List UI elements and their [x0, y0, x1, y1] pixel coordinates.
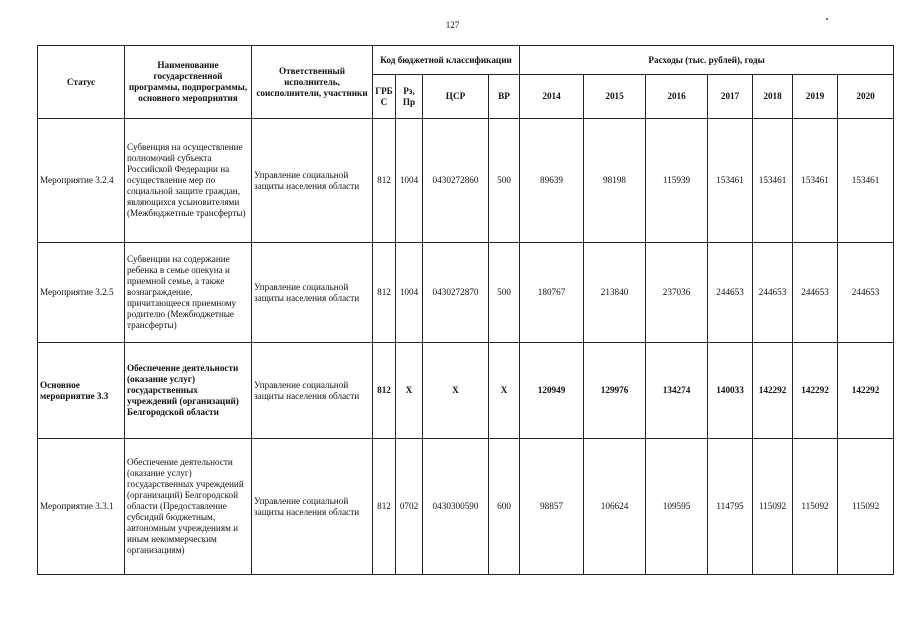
row-executor: Управление социальной защиты населения области	[252, 243, 373, 343]
header-budget-code: Код бюджетной классификации	[373, 46, 520, 75]
row-name: Субвенция на осуществление полномочий субъекта Российской Федерации на осуществление мер по социальной защите граждан, являющихся усыновителями (Межбюджетные трансферты)	[125, 119, 252, 243]
row-value: 237036	[646, 243, 708, 343]
row-csr: 0430300590	[423, 439, 489, 575]
row-rzpr: 1004	[396, 119, 423, 243]
header-year: 2014	[520, 75, 584, 119]
row-value: 106624	[584, 439, 646, 575]
row-value: 115092	[838, 439, 894, 575]
row-status: Мероприятие 3.3.1	[38, 439, 125, 575]
row-value: 98198	[584, 119, 646, 243]
row-value: 140033	[708, 343, 753, 439]
row-value: 153461	[708, 119, 753, 243]
row-rzpr: 1004	[396, 243, 423, 343]
row-value: 120949	[520, 343, 584, 439]
row-value: 142292	[793, 343, 838, 439]
header-year: 2017	[708, 75, 753, 119]
budget-table	[37, 45, 894, 575]
header-year: 2020	[838, 75, 894, 119]
row-status: Основное мероприятие 3.3	[38, 343, 125, 439]
row-value: 153461	[753, 119, 793, 243]
row-value: 244653	[753, 243, 793, 343]
header-name: Наименование государственной программы, подпрограммы, основного мероприятия	[125, 46, 252, 119]
header-year: 2018	[753, 75, 793, 119]
row-csr: 0430272870	[423, 243, 489, 343]
row-value: 89639	[520, 119, 584, 243]
row-value: 142292	[753, 343, 793, 439]
table-row	[38, 343, 894, 439]
row-value: 244653	[708, 243, 753, 343]
table-row	[38, 243, 894, 343]
row-value: 115092	[793, 439, 838, 575]
row-csr: X	[423, 343, 489, 439]
row-rzpr: X	[396, 343, 423, 439]
row-name: Обеспечение деятельности (оказание услуг) государственных учреждений (организаций) Белгородской области (Предоставление субсидий бюджетным, автономным учреждениям и иным некоммерческим организациям)	[125, 439, 252, 575]
scan-speck	[826, 18, 828, 20]
row-executor: Управление социальной защиты населения области	[252, 439, 373, 575]
header-year: 2016	[646, 75, 708, 119]
row-grbs: 812	[373, 119, 396, 243]
header-year: 2015	[584, 75, 646, 119]
row-status: Мероприятие 3.2.4	[38, 119, 125, 243]
row-status: Мероприятие 3.2.5	[38, 243, 125, 343]
row-vr: X	[489, 343, 520, 439]
row-value: 213840	[584, 243, 646, 343]
table-row	[38, 439, 894, 575]
row-vr: 500	[489, 119, 520, 243]
header-vr: ВР	[489, 75, 520, 119]
header-csr: ЦСР	[423, 75, 489, 119]
row-executor: Управление социальной защиты населения области	[252, 343, 373, 439]
row-value: 244653	[793, 243, 838, 343]
header-rzpr: Рз, Пр	[396, 75, 423, 119]
row-value: 115939	[646, 119, 708, 243]
row-value: 244653	[838, 243, 894, 343]
row-value: 134274	[646, 343, 708, 439]
row-grbs: 812	[373, 343, 396, 439]
row-name: Субвенции на содержание ребенка в семье опекуна и приемной семье, а также вознаграждение, причитающееся приемному родителю (Межбюджетные трансферты)	[125, 243, 252, 343]
header-year: 2019	[793, 75, 838, 119]
row-value: 114795	[708, 439, 753, 575]
row-vr: 500	[489, 243, 520, 343]
row-value: 98857	[520, 439, 584, 575]
row-vr: 600	[489, 439, 520, 575]
header-row-1	[38, 46, 894, 75]
row-value: 180767	[520, 243, 584, 343]
row-value: 129976	[584, 343, 646, 439]
row-value: 153461	[838, 119, 894, 243]
table-row	[38, 119, 894, 243]
header-executor: Ответственный исполнитель, соисполнители, участники	[252, 46, 373, 119]
row-grbs: 812	[373, 243, 396, 343]
header-status: Статус	[38, 46, 125, 119]
header-expenses: Расходы (тыс. рублей), годы	[520, 46, 894, 75]
row-name: Обеспечение деятельности (оказание услуг) государственных учреждений (организаций) Белгородской области	[125, 343, 252, 439]
row-rzpr: 0702	[396, 439, 423, 575]
row-grbs: 812	[373, 439, 396, 575]
row-executor: Управление социальной защиты населения области	[252, 119, 373, 243]
row-value: 153461	[793, 119, 838, 243]
page-number: 127	[445, 20, 460, 30]
header-grbs: ГРБ С	[373, 75, 396, 119]
row-csr: 0430272860	[423, 119, 489, 243]
row-value: 142292	[838, 343, 894, 439]
row-value: 115092	[753, 439, 793, 575]
row-value: 109595	[646, 439, 708, 575]
